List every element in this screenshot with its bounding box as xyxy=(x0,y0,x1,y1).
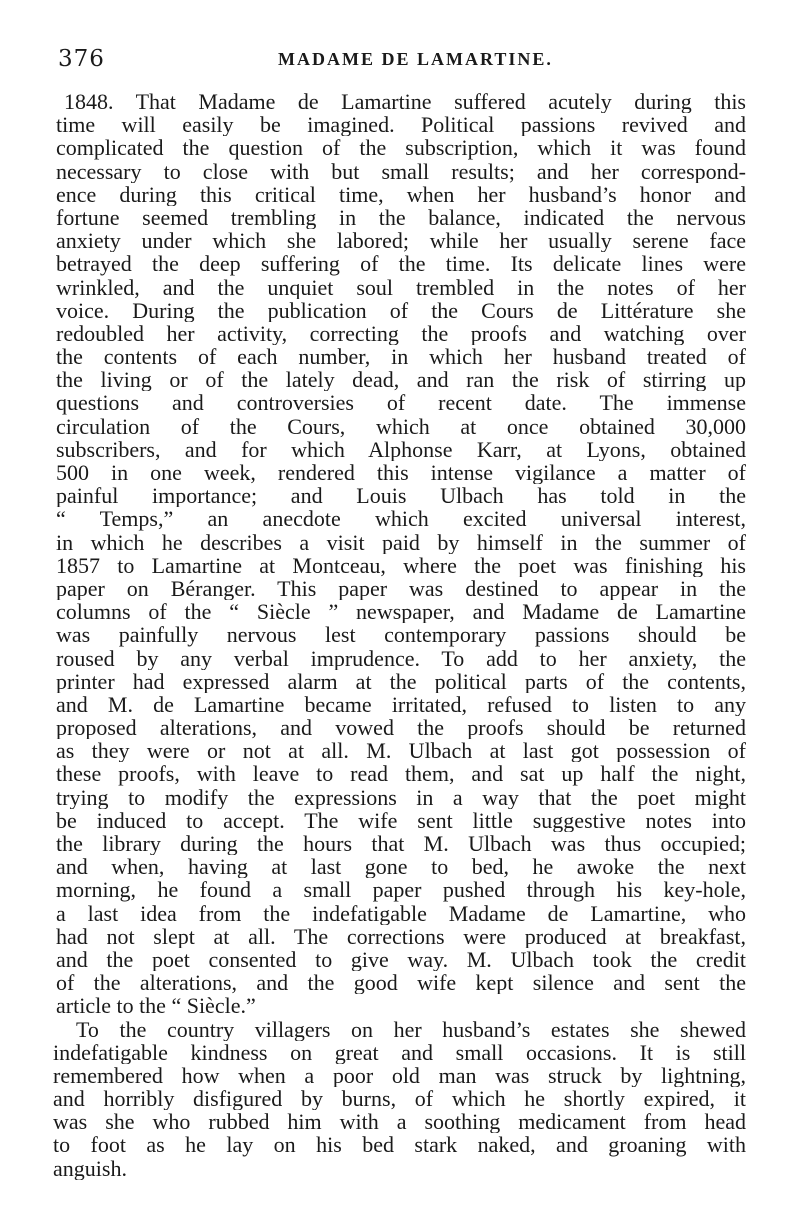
page-number: 376 xyxy=(58,46,105,72)
text-line: circulation of the Cours, which at once obtained 30,000 xyxy=(56,414,746,438)
paragraph-1 xyxy=(56,90,746,1018)
text-line: morning, he found a small paper pushed through his key-hole, xyxy=(56,878,746,902)
text-line: wrinkled, and the unquiet soul trembled in the notes of her xyxy=(56,275,746,299)
text-line: roused by any verbal imprudence. To add to her anxiety, the xyxy=(56,646,746,670)
text-line: was she who rubbed him with a soothing medicament from head xyxy=(53,1110,746,1134)
text-line: ence during this critical time, when her husband’s honor and xyxy=(56,182,746,206)
text-line: fortune seemed trembling in the balance, indicated the nervous xyxy=(56,205,746,230)
text-line: “ Temps,” an anecdote which excited universal interest, xyxy=(56,507,746,531)
text-line: to foot as he lay on his bed stark naked, and groaning with xyxy=(53,1133,746,1157)
text-line: indefatigable kindness on great and small occasions. It is still xyxy=(53,1040,746,1064)
text-line: time will easily be imagined. Political passions revived and xyxy=(56,113,746,137)
text-line: painful importance; and Louis Ulbach has told in the xyxy=(56,484,746,508)
text-line: as they were or not at all. M. Ulbach at last got possession of xyxy=(56,739,746,763)
text-line: was painfully nervous lest contemporary passions should be xyxy=(56,623,746,647)
text-line: paper on Béranger. This paper was destined to appear in the xyxy=(56,576,746,601)
running-head xyxy=(58,46,748,76)
text-line: be induced to accept. The wife sent little suggestive notes into xyxy=(56,808,746,832)
running-title: MADAME DE LAMARTINE. xyxy=(278,49,553,69)
text-line: printer had expressed alarm at the political parts of the contents, xyxy=(56,669,746,693)
text-line: and when, having at last gone to bed, he awoke the next xyxy=(56,855,746,879)
text-line: trying to modify the expressions in a way that the poet might xyxy=(56,785,746,809)
text-line: the library during the hours that M. Ulbach was thus occupied; xyxy=(56,832,746,856)
text-line: proposed alterations, and vowed the proofs should be returned xyxy=(56,716,746,740)
body-text xyxy=(53,90,746,1180)
text-line: To the country villagers on her husband’s estates she shewed xyxy=(76,1017,746,1041)
text-line: questions and controversies of recent date. The immense xyxy=(56,391,746,415)
text-line: and horribly disfigured by burns, of which he shortly expired, it xyxy=(53,1087,746,1111)
text-line: and M. de Lamartine became irritated, refused to listen to any xyxy=(56,692,746,717)
text-line: betrayed the deep suffering of the time. Its delicate lines were xyxy=(56,252,746,276)
text-line: redoubled her activity, correcting the proofs and watching over xyxy=(56,321,746,346)
text-line: anxiety under which she labored; while her usually serene face xyxy=(56,229,746,253)
text-line: necessary to close with but small results; and her correspond- xyxy=(56,159,746,183)
paragraph-2 xyxy=(53,1017,746,1180)
text-line: the contents of each number, in which her husband treated of xyxy=(56,345,746,369)
text-line: 1848. That Madame de Lamartine suffered acutely during this xyxy=(64,90,746,114)
text-line: and the poet consented to give way. M. Ulbach took the credit xyxy=(56,947,746,972)
text-line: in which he describes a visit paid by himself in the summer of xyxy=(56,530,746,554)
text-line: these proofs, with leave to read them, and sat up half the night, xyxy=(56,762,746,786)
text-line: complicated the question of the subscription, which it was found xyxy=(56,136,746,160)
text-line: of the alterations, and the good wife kept silence and sent the xyxy=(56,971,746,995)
text-line: anguish. xyxy=(53,1156,127,1180)
text-line: remembered how when a poor old man was struck by lightning, xyxy=(53,1063,746,1088)
text-line: a last idea from the indefatigable Madame de Lamartine, who xyxy=(56,901,746,925)
text-line: article to the “ Siècle.” xyxy=(56,994,256,1018)
text-line: had not slept at all. The corrections were produced at breakfast, xyxy=(56,924,746,948)
text-line: voice. During the publication of the Cours de Littérature she xyxy=(56,298,746,322)
text-line: the living or of the lately dead, and ran the risk of stirring up xyxy=(56,368,746,392)
text-line: 500 in one week, rendered this intense vigilance a matter of xyxy=(56,461,746,485)
text-line: 1857 to Lamartine at Montceau, where the poet was finishing his xyxy=(56,553,746,577)
text-line: subscribers, and for which Alphonse Karr, at Lyons, obtained xyxy=(56,437,746,461)
text-line: columns of the “ Siècle ” newspaper, and Madame de Lamartine xyxy=(56,600,746,624)
